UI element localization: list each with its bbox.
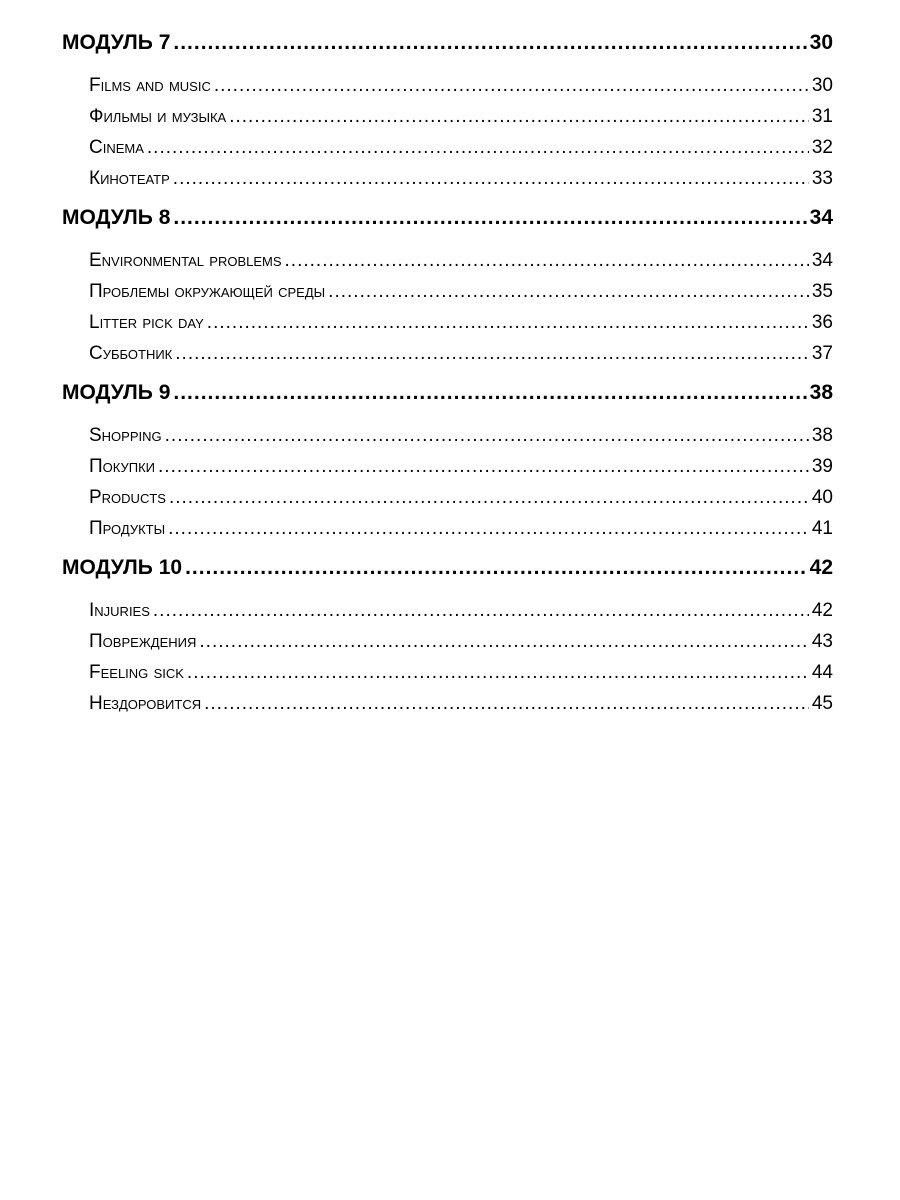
dot-leader [147,132,809,163]
toc-entry[interactable] [62,688,833,719]
toc-entry[interactable] [62,420,833,451]
entry-title: Проблемы окружающей среды [89,281,326,302]
toc-module [62,551,833,719]
toc-module [62,376,833,544]
dot-leader [173,376,806,410]
entry-page-number: 43 [811,631,833,652]
entry-page-number: 42 [811,600,833,621]
dot-leader [285,245,809,276]
toc-entry[interactable] [62,132,833,163]
toc-module-heading[interactable] [62,26,833,60]
toc-entry[interactable] [62,70,833,101]
entry-title: Films and music [89,75,211,96]
toc-entry[interactable] [62,482,833,513]
entry-page-number: 41 [811,518,833,539]
dot-leader [165,420,809,451]
entry-title: Субботник [89,343,173,364]
entry-page-number: 34 [811,250,833,271]
toc-entry[interactable] [62,163,833,194]
entry-page-number: 31 [811,106,833,127]
dot-leader [173,163,809,194]
module-page-number: 30 [809,31,833,54]
entry-title: Кинотеатр [89,168,170,189]
entry-title: Products [89,487,166,508]
dot-leader [158,451,809,482]
toc-module [62,26,833,194]
entry-page-number: 35 [811,281,833,302]
toc-entry[interactable] [62,657,833,688]
entry-title: Повреждения [89,631,197,652]
entry-page-number: 38 [811,425,833,446]
toc-entry[interactable] [62,595,833,626]
entry-title: Injuries [89,600,150,621]
dot-leader [185,551,807,585]
toc-entry[interactable] [62,245,833,276]
dot-leader [187,657,809,688]
dot-leader [207,307,809,338]
module-title: МОДУЛЬ 7 [62,31,171,54]
dot-leader [214,70,809,101]
dot-leader [168,513,809,544]
entry-page-number: 32 [811,137,833,158]
entry-page-number: 45 [811,693,833,714]
dot-leader [204,688,809,719]
module-page-number: 34 [809,206,833,229]
dot-leader [328,276,809,307]
entry-title: Продукты [89,518,166,539]
entry-title: Shopping [89,425,162,446]
dot-leader [229,101,809,132]
entry-page-number: 33 [811,168,833,189]
dot-leader [175,338,809,369]
toc-entry[interactable] [62,338,833,369]
entry-page-number: 30 [811,75,833,96]
entry-title: Cinema [89,137,144,158]
entry-page-number: 36 [811,312,833,333]
toc-module [62,201,833,369]
entry-title: Litter pick day [89,312,204,333]
dot-leader [169,482,809,513]
dot-leader [199,626,808,657]
entry-title: Покупки [89,456,156,477]
toc-module-heading[interactable] [62,376,833,410]
entry-page-number: 37 [811,343,833,364]
entry-title: Feeling sick [89,662,184,683]
entry-page-number: 44 [811,662,833,683]
module-page-number: 38 [809,381,833,404]
dot-leader [173,26,806,60]
entry-title: Фильмы и музыка [89,106,227,127]
toc-entry[interactable] [62,307,833,338]
module-title: МОДУЛЬ 9 [62,381,171,404]
entry-title: Environmental problems [89,250,282,271]
toc-entry[interactable] [62,276,833,307]
entry-title: Нездоровится [89,693,202,714]
module-title: МОДУЛЬ 8 [62,206,171,229]
toc-module-heading[interactable] [62,551,833,585]
toc-entry[interactable] [62,513,833,544]
toc-entry[interactable] [62,101,833,132]
module-page-number: 42 [809,556,833,579]
toc-module-heading[interactable] [62,201,833,235]
entry-page-number: 39 [811,456,833,477]
entry-page-number: 40 [811,487,833,508]
table-of-contents [62,26,833,726]
toc-entry[interactable] [62,626,833,657]
toc-entry[interactable] [62,451,833,482]
module-title: МОДУЛЬ 10 [62,556,183,579]
dot-leader [173,201,806,235]
dot-leader [153,595,809,626]
